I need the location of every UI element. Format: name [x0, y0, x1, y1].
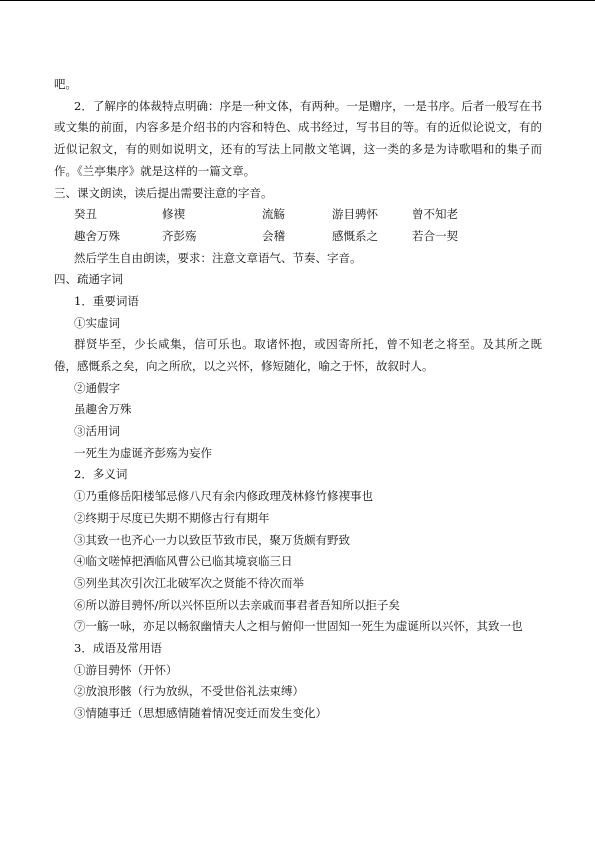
subheading: ③活用词 — [74, 424, 120, 439]
list-item: ③其致一也齐心一力以致臣节致市民，聚万货颇有野致 — [74, 532, 350, 547]
pronunciation-row-2 — [54, 226, 542, 248]
paragraph-examples: 群贤毕至，少长咸集，信可乐也。取诸怀抱，或因寄所托，曾不知老之将至。及其所之既倦，感慨系之矣，向之所欣，以之兴怀，修短随化，喻之于怀，故叙时人。 — [54, 337, 542, 374]
subheading: 3．成语及常用语 — [74, 640, 162, 655]
list-item: ②放浪形骸（行为放纵，不受世俗礼法束缚） — [74, 684, 304, 699]
list-item: ③情随事迁（思想感情随着情况变迁而发生变化） — [74, 706, 327, 721]
list-item: ⑥所以游目骋怀/所以兴怀臣所以去亲戚而事君者吾知所以拒子矣 — [74, 597, 400, 612]
section-heading-3: 三、课文朗读，读后提出需要注意的字音。 — [54, 185, 273, 200]
word-cell: 若合一契 — [412, 228, 458, 243]
word-cell: 癸丑 — [74, 207, 97, 222]
header-rule — [0, 0, 595, 1]
list-item: ④临文嗟悼把酒临风曹公已临其境哀临三日 — [74, 554, 293, 569]
word-cell: 趣舍万殊 — [74, 228, 120, 243]
subheading: 1．重要词语 — [74, 293, 139, 308]
word-cell: 流觞 — [262, 207, 285, 222]
word-cell: 曾不知老 — [412, 207, 458, 222]
word-cell: 齐彭殇 — [162, 228, 197, 243]
document-body — [54, 74, 542, 725]
word-cell: 游目骋怀 — [332, 207, 378, 222]
subheading: 2．多义词 — [74, 467, 128, 482]
text-line: 一死生为虚诞齐彭殇为妄作 — [74, 445, 212, 460]
list-item: ⑦一觞一咏，亦足以畅叙幽情夫人之相与俯仰一世固知一死生为虚诞所以兴怀，其致一也 — [74, 619, 523, 634]
text-line: 然后学生自由朗读，要求：注意文章语气、节奏、字音。 — [74, 250, 362, 265]
text-line: 吧。 — [54, 77, 77, 91]
text-line: 虽趣舍万殊 — [74, 402, 132, 417]
word-cell: 修禊 — [162, 207, 185, 222]
list-item: ①游目骋怀（开怀） — [74, 662, 178, 677]
list-item: ②终期于尽度已失期不期修古行有期年 — [74, 510, 270, 525]
section-heading-4: 四、疏通字词 — [54, 272, 123, 287]
word-cell: 感慨系之 — [332, 228, 378, 243]
paragraph-preface-definition: 2．了解序的体裁特点明确：序是一种文体，有两种。一是赠序，一是书序。后者一般写在书或文集的前面，内容多是介绍书的内容和特色、成书经过，写书目的等。有的近似论说文，有的近似记叙文，有的则如说明文，还有的写法上同散文笔调，这一类的多是为诗歌唱和的集子而作。《兰亭集序》就是这样的一篇文章。 — [54, 98, 542, 178]
list-item: ⑤列坐其次引次江北破军次之贤能不待次而举 — [74, 575, 304, 590]
subheading: ②通假字 — [74, 380, 120, 395]
subheading: ①实虚词 — [74, 315, 120, 330]
list-item: ①乃重修岳阳楼邹忌修八尺有余内修政理茂林修竹修禊事也 — [74, 489, 373, 504]
word-cell: 会稽 — [262, 228, 285, 243]
pronunciation-row-1 — [54, 204, 542, 226]
